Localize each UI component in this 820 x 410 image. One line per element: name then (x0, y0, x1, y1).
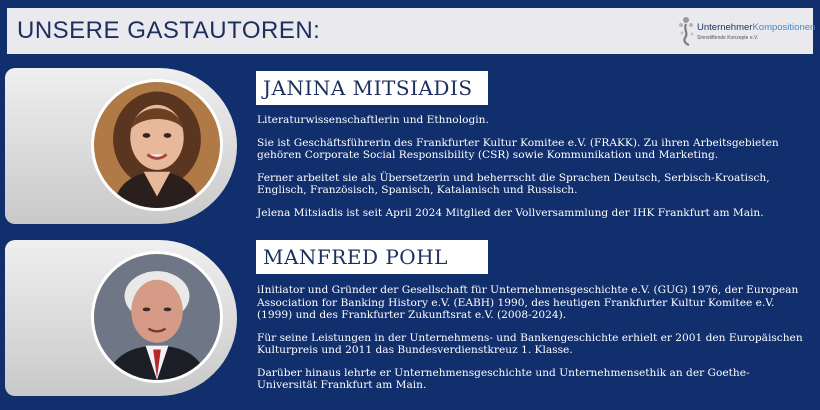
logo-subtitle: Sinnstiftende Konzepte e.V. (697, 35, 759, 41)
logo-mark-icon (677, 15, 699, 47)
logo[interactable] (677, 13, 816, 49)
author-name: JANINA MITSIADIS (263, 76, 473, 100)
header-banner (7, 8, 816, 54)
author-card-pohl (5, 240, 237, 396)
logo-text: UnternehmerKompositionen (697, 22, 816, 33)
author-name-box (256, 240, 488, 274)
portrait-man-icon (94, 254, 220, 380)
author-photo (91, 251, 223, 383)
bio-paragraph: iInitiator und Gründer der Gesellschaft für Unternehmensgeschichte e.V. (GUG) 1976, der European Association for Banking History e.V. (EABH) 1990, des heutigen Frankfurter Kultur Komitee e.V. (1999) und des Frankfurter Zukunftsrat e.V. (2008-2024). (257, 284, 799, 321)
author-bio (257, 114, 807, 219)
author-name: MANFRED POHL (263, 245, 448, 269)
author-name-box (256, 71, 488, 105)
portrait-woman-icon (94, 82, 220, 208)
bio-paragraph: Für seine Leistungen in der Unternehmens- und Bankengeschichte erhielt er 2001 den Europäischen Kulturpreis und 2011 das Bundesverdienstkreuz 1. Klasse. (257, 331, 803, 356)
bio-paragraph: Sie ist Geschäftsführerin des Frankfurter Kultur Komitee e.V. (FRAKK). Zu ihren Arbeitsgebieten gehören Corporate Social Responsibility (CSR) sowie Kommunikation und Marketing. (257, 136, 779, 161)
bio-paragraph: Literaturwissenschaftlerin und Ethnologin. (257, 114, 489, 126)
bio-paragraph: Darüber hinaus lehrte er Unternehmensgeschichte und Unternehmensethik an der Goethe-Universität Frankfurt am Main. (257, 366, 750, 391)
bio-paragraph: Ferner arbeitet sie als Übersetzerin und beherrscht die Sprachen Deutsch, Serbisch-Kroatisch, Englisch, Französisch, Spanisch, Katalanisch und Russisch. (257, 171, 770, 196)
author-card-mitsiadis (5, 68, 237, 224)
page-title: UNSERE GASTAUTOREN: (17, 17, 321, 44)
author-photo (91, 79, 223, 211)
author-bio (257, 284, 807, 392)
bio-paragraph: Jelena Mitsiadis ist seit April 2024 Mitglied der Vollversammlung der IHK Frankfurt am Main. (257, 206, 764, 219)
